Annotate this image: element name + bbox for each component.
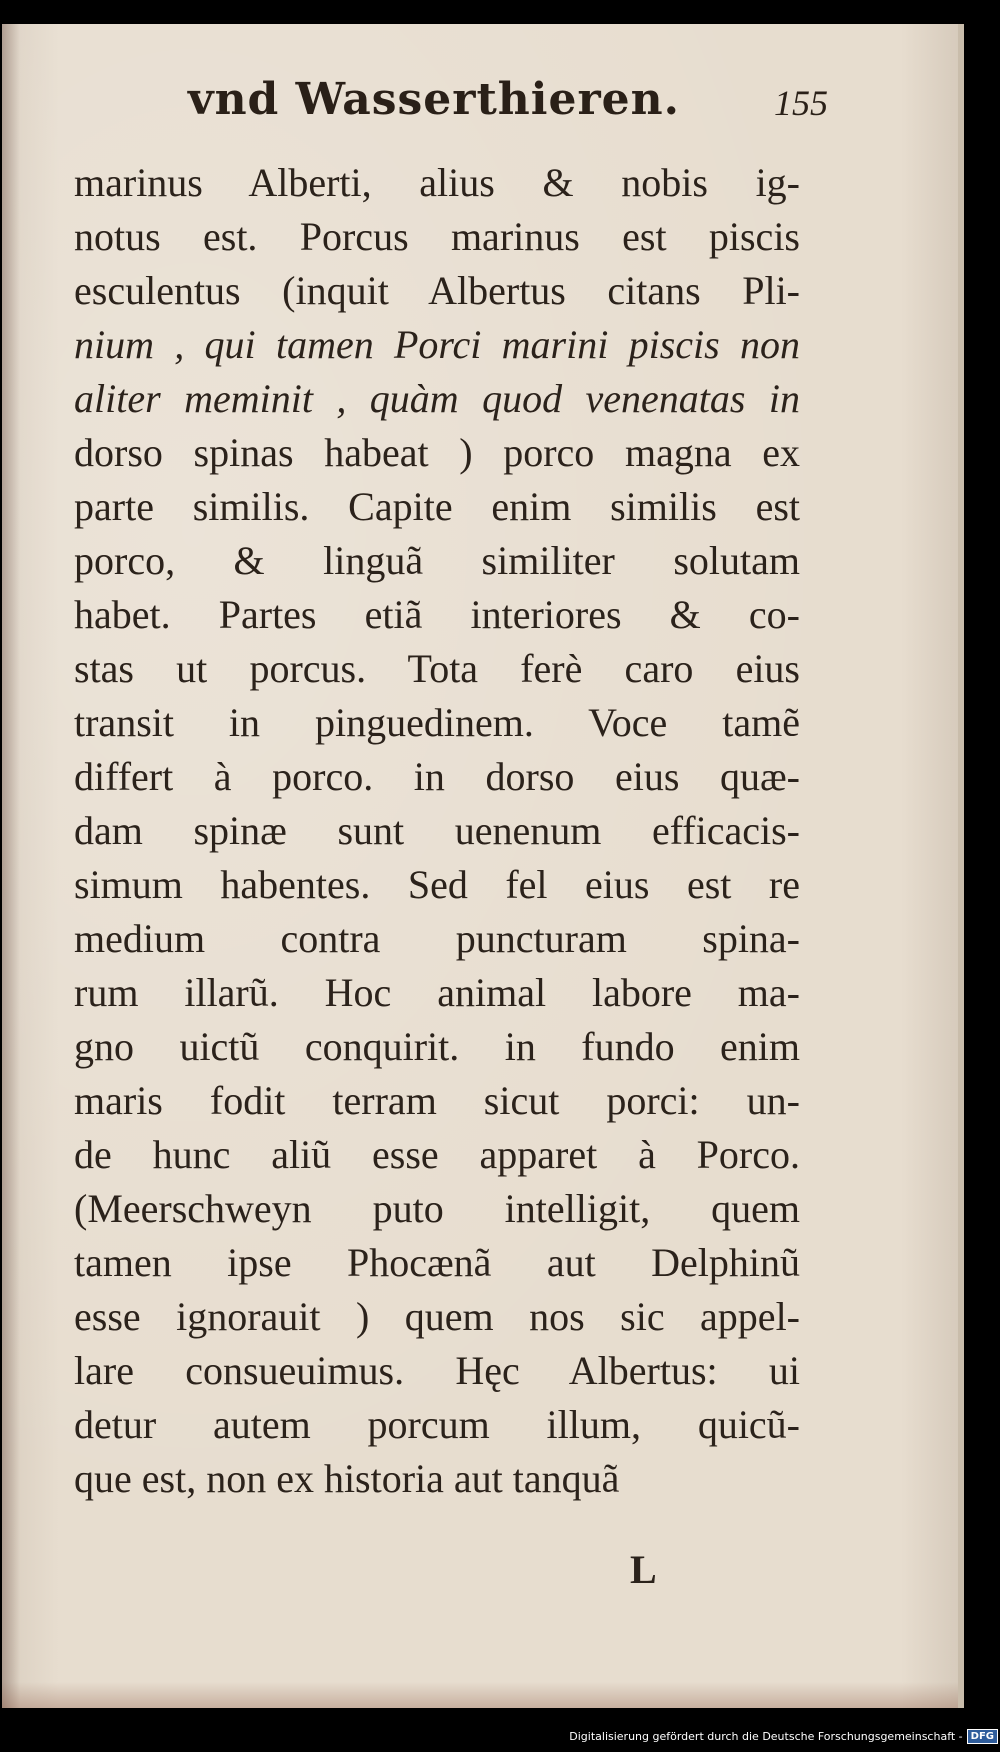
text-line: aliter meminit , quàm quod venenatas in xyxy=(74,376,800,421)
text-line: detur autem porcum illum, quicũ- xyxy=(74,1402,800,1447)
text-line: marinus Alberti, alius & nobis ig- xyxy=(74,160,800,205)
page-number: 155 xyxy=(774,83,828,123)
text-line: rum illarũ. Hoc animal labore ma- xyxy=(74,970,800,1015)
page-header xyxy=(68,74,828,144)
text-line: habet. Partes etiã interiores & co- xyxy=(74,592,800,637)
spine-shadow xyxy=(2,24,20,1708)
running-head: vnd Wasserthieren. xyxy=(188,74,680,125)
text-line: esse ignorauit ) quem nos sic appel- xyxy=(74,1294,800,1339)
text-line: porco, & linguã similiter solutam xyxy=(74,538,800,583)
text-line: que est, non ex historia aut tanquã xyxy=(74,1456,620,1501)
text-line: stas ut porcus. Tota ferè caro eius xyxy=(74,646,800,691)
text-line: notus est. Porcus marinus est piscis xyxy=(74,214,800,259)
text-line: de hunc aliũ esse apparet à Porco. xyxy=(74,1132,800,1177)
text-line: differt à porco. in dorso eius quæ- xyxy=(74,754,800,799)
body-text xyxy=(74,156,800,1506)
text-line: dorso spinas habeat ) porco magna ex xyxy=(74,430,800,475)
text-line: medium contra puncturam spina- xyxy=(74,916,800,961)
page-bottom-edge xyxy=(2,1682,958,1708)
text-line: dam spinæ sunt uenenum efficacis- xyxy=(74,808,800,853)
digitization-credit xyxy=(569,1726,998,1746)
text-line: nium , qui tamen Porci marini piscis non xyxy=(74,322,800,367)
text-line: (Meerschweyn puto intelligit, quem xyxy=(74,1186,800,1231)
text-line: transit in pinguedinem. Voce tamẽ xyxy=(74,700,800,745)
text-line: simum habentes. Sed fel eius est re xyxy=(74,862,800,907)
credit-text: Digitalisierung gefördert durch die Deutsche Forschungsgemeinschaft - xyxy=(569,1729,963,1743)
text-line: tamen ipse Phocænã aut Delphinũ xyxy=(74,1240,800,1285)
text-line: maris fodit terram sicut porci: un- xyxy=(74,1078,800,1123)
signature-mark: L xyxy=(630,1547,657,1592)
text-line: esculentus (inquit Albertus citans Pli- xyxy=(74,268,800,313)
dfg-logo-icon: DFG xyxy=(967,1729,998,1744)
text-line: gno uictũ conquirit. in fundo enim xyxy=(74,1024,800,1069)
book-page xyxy=(2,24,964,1708)
text-line: parte similis. Capite enim similis est xyxy=(74,484,800,529)
text-line: lare consueuimus. Hęc Albertus: ui xyxy=(74,1348,800,1393)
